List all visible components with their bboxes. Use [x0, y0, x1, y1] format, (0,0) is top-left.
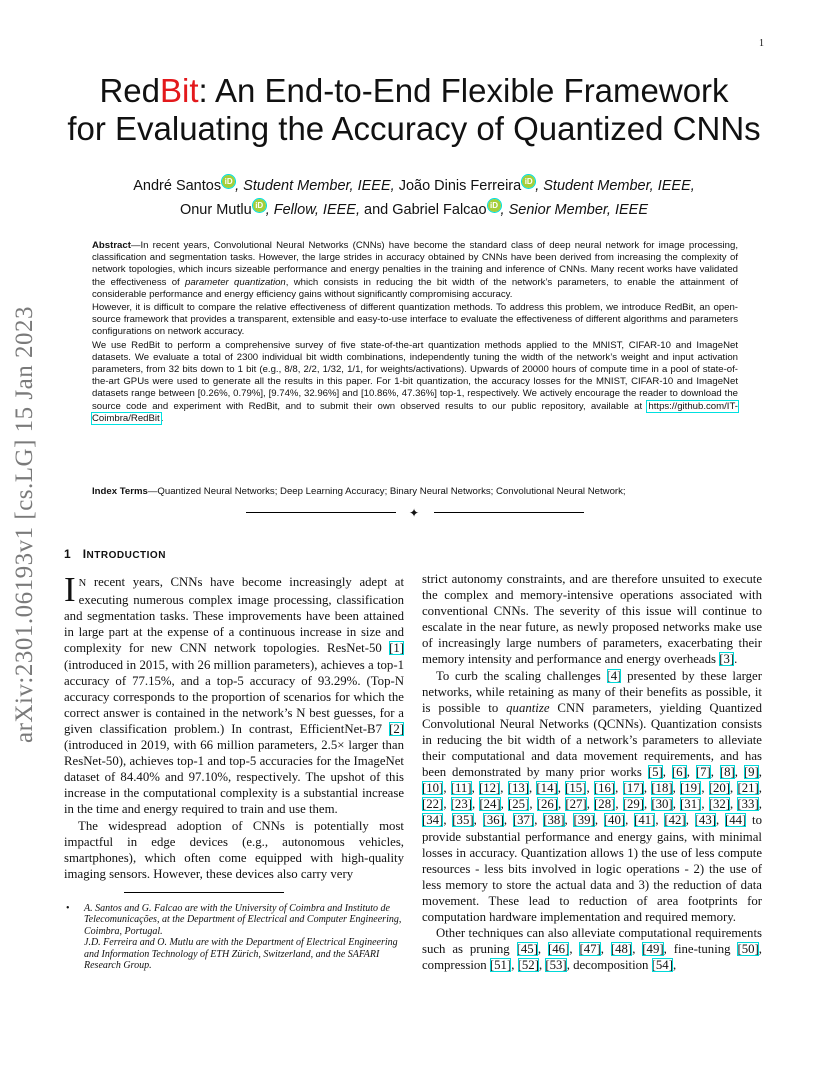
citation-link[interactable]: [7]	[695, 765, 711, 780]
citation-link[interactable]: [45]	[516, 942, 538, 957]
index-terms-text: —Quantized Neural Networks; Deep Learning Accuracy; Binary Neural Networks; Convolutional Neural Network;	[147, 486, 626, 497]
citation-link[interactable]: [37]	[512, 813, 535, 828]
author-list	[60, 174, 768, 222]
citation-link[interactable]: [51]	[489, 958, 512, 973]
body-text: To curb the scaling challenges	[436, 668, 607, 683]
footnote-rule	[124, 892, 284, 893]
citation-link[interactable]: [28]	[594, 797, 616, 812]
author-role: , Fellow, IEEE,	[265, 202, 360, 218]
citation-link[interactable]: [43]	[694, 813, 716, 828]
citation-link[interactable]: [1]	[389, 641, 404, 656]
body-text: Other techniques can also alleviate computational requirements such as pruning	[422, 926, 762, 957]
citation-link[interactable]: [15]	[565, 781, 587, 796]
body-text: CNN parameters, yielding Quantized Convolutional Neural Networks (QCNNs). Quantization consists in reducing the bit width of a network’s parameters to alleviate their computational and data movement requirements, and has been demonstrated by many prior works	[422, 700, 762, 780]
citation-link[interactable]: [50]	[737, 942, 759, 957]
orcid-icon[interactable]: iD	[253, 199, 266, 212]
citation-link[interactable]: [46]	[548, 942, 570, 957]
citation-link[interactable]: [5]	[647, 765, 663, 780]
divider-line-right	[434, 512, 584, 513]
citation-link[interactable]: [21]	[737, 781, 759, 796]
arxiv-identifier: arXiv:2301.06193v1 [cs.LG] 15 Jan 2023	[11, 306, 38, 744]
citation-link[interactable]: [20]	[708, 781, 731, 796]
citation-link[interactable]: [38]	[543, 813, 565, 828]
citation-link[interactable]: [44]	[724, 813, 747, 828]
citation-link[interactable]: [27]	[565, 797, 587, 812]
author-santos: André Santos	[133, 178, 222, 194]
author-ferreira: João Dinis Ferreira	[394, 178, 522, 194]
citation-link[interactable]: [3]	[719, 652, 735, 667]
title-red: Red	[99, 72, 160, 109]
citation-link[interactable]: [12]	[478, 781, 501, 796]
abstract	[92, 240, 738, 426]
citation-link[interactable]: [23]	[450, 797, 472, 812]
title-rest: : An End-to-End Flexible Framework	[198, 72, 729, 109]
citation-link[interactable]: [4]	[606, 668, 622, 683]
citation-link[interactable]: [54]	[651, 958, 673, 973]
footnote	[64, 903, 404, 972]
footnote-affiliation-2: J.D. Ferreira and O. Mutlu are with the Department of Electrical Engineering and Information Technology of ETH Zürich, Switzerland, and the SAFARI Research Group.	[84, 937, 398, 972]
citation-link[interactable]: [53]	[545, 958, 567, 973]
section-title-initial: I	[82, 547, 87, 561]
citation-link[interactable]: [8]	[719, 765, 735, 780]
footnote-affiliation-1: A. Santos and G. Falcao are with the University of Coimbra and Instituto de Telecomunicações, at the Department of Electrical and Computer Engineering, Coimbra, Portugal.	[84, 902, 402, 937]
citation-link[interactable]: [10]	[422, 781, 444, 796]
title-line2: for Evaluating the Accuracy of Quantized CNNs	[67, 110, 761, 147]
citation-link[interactable]: [33]	[737, 797, 759, 812]
abstract-text: , which consists in reducing the bit width of the network’s parameters, to enable the attainment of considerable performance and energy efficiency gains without significantly compromising accuracy.	[92, 276, 738, 300]
body-text: to provide substantial performance and energy gains, with minimal losses in accuracy. Quantization allows 1) the use of less compute resources - less bits involved in logic operations - 2) the use of less memory to store the actual data and 3) the reduction of data movement. These lead to reduction of area footprints for computation hardware implementation and required memory.	[422, 813, 763, 924]
body-emphasis: quantize	[506, 700, 550, 715]
orcid-icon[interactable]: iD	[222, 175, 235, 188]
citation-link[interactable]: [42]	[664, 813, 686, 828]
body-text: .	[734, 652, 738, 667]
citation-group: [5], [6], [7], [8], [9], [10], [11], [12], [13], [14], [15], [16], [17], [18], [19], [20], [21], [22], [23], [24], [25], [26], [27], [28], [29], [30], [31], [32], [33], [34], [35], [36], [37], [38], [39], [40], [41], [42], [43], [44]	[422, 765, 762, 828]
author-role: , Senior Member, IEEE	[500, 202, 649, 218]
intro-paragraph-5	[422, 925, 762, 973]
section-heading	[64, 546, 404, 564]
citation-link[interactable]: [49]	[642, 942, 664, 957]
citation-link[interactable]: [40]	[603, 813, 626, 828]
author-role: , Student Member, IEEE,	[235, 178, 395, 194]
citation-group: [51], [52], [53]	[489, 958, 567, 973]
citation-link[interactable]: [11]	[450, 781, 472, 796]
citation-link[interactable]: [52]	[517, 958, 539, 973]
intro-paragraph-3	[422, 571, 762, 668]
left-column	[64, 546, 404, 972]
citation-link[interactable]: [36]	[482, 813, 504, 828]
citation-link[interactable]: [24]	[479, 797, 501, 812]
citation-link[interactable]: [32]	[708, 797, 731, 812]
body-text: , fine-tuning	[663, 942, 738, 957]
body-text: recent years, CNNs have become increasingly adept at executing numerous complex image processing, classification and segmentation tasks. These improvements have been attained in large part at the expense of a continuous increase in size and complexity for new CNN network topologies. ResNet-50	[64, 575, 404, 656]
citation-link[interactable]: [2]	[389, 721, 404, 736]
body-text: , compression	[422, 942, 762, 973]
title-bit: Bit	[159, 72, 199, 109]
right-column	[422, 571, 762, 973]
citation-link[interactable]: [6]	[671, 765, 687, 780]
footnote-bullet: •	[66, 902, 70, 914]
paper-title	[60, 72, 768, 148]
citation-link[interactable]: [26]	[536, 797, 559, 812]
abstract-text: We use RedBit to perform a comprehensive survey of five state-of-the-art quantization methods applied to the MNIST, CIFAR-10 and ImageNet datasets. We evaluate a total of 2300 individual bit width combinations, independently tuning the width of the network’s weight and input activation parameters, from 32 bits down to 1 bit (e.g., 8/8, 2/2, 1/32, 1/1, for weights/activations). Upwards of 20000 hours of compute time in a pool of state-of-the-art GPUs were used to generate all the results in this paper. For 1-bit quantization, the accuracy losses for the MNIST, CIFAR-10 and ImageNet datasets range between [0.26%, 0.79%], [9.74%, 32.96%] and [10.86%, 47.36%] top-1, respectively. We actively encourage the reader to download the source code and experiment with RedBit, and to submit their own observed results to our public repository, available at	[92, 339, 738, 412]
body-text: ,	[672, 958, 677, 973]
intro-paragraph-1	[64, 570, 404, 817]
index-terms	[92, 486, 738, 498]
author-role: , Student Member, IEEE,	[535, 178, 695, 194]
citation-link[interactable]: [22]	[422, 797, 444, 812]
orcid-icon[interactable]: iD	[488, 199, 501, 212]
section-number: 1	[64, 547, 72, 561]
citation-link[interactable]: [34]	[422, 813, 444, 828]
citation-link[interactable]: [19]	[680, 781, 702, 796]
citation-link[interactable]: [14]	[536, 781, 558, 796]
intro-paragraph-2: The widespread adoption of CNNs is potentially most impactful in edge devices (e.g., autonomous vehicles, smartphones), which often come equipped with high-quality imaging sensors. However, these devices also carry very	[64, 818, 404, 881]
author-falcao: and Gabriel Falcao	[360, 202, 487, 218]
first-word: N	[78, 578, 87, 590]
body-text: , decomposition	[566, 958, 652, 973]
citation-link[interactable]: [18]	[651, 781, 673, 796]
abstract-paragraph-1	[92, 240, 738, 301]
abstract-paragraph-2: However, it is difficult to compare the relative effectiveness of different quantization methods. To address this problem, we introduce RedBit, an open-source framework that provides a transparent, extensible and easy-to-use interface to evaluate the effectiveness of different algorithms and parameters configurations on network accuracy.	[92, 302, 738, 338]
abstract-text: —In recent years, Convolutional Neural Networks (CNNs) have become the standard class of deep neural network for image processing, classification and segmentation tasks. However, the large strides in accuracy obtained by CNNs have been derived from increasing the complexity of network topologies, which incurs sizeable performance and energy penalties in the training and inference of CNNs. Many recent works have validated the effectiveness of	[92, 240, 738, 288]
dropcap: I	[64, 570, 76, 610]
index-terms-label: Index Terms	[92, 486, 148, 497]
citation-link[interactable]: [30]	[651, 797, 673, 812]
divider-diamond-icon: ✦	[409, 506, 420, 520]
page-number: 1	[759, 38, 764, 49]
citation-link[interactable]: [17]	[622, 781, 644, 796]
citation-link[interactable]: [13]	[507, 781, 530, 796]
citation-link[interactable]: [29]	[622, 797, 645, 812]
abstract-label: Abstract	[92, 240, 131, 251]
citation-link[interactable]: [16]	[593, 781, 616, 796]
citation-link[interactable]: [39]	[573, 813, 595, 828]
citation-link[interactable]: [47]	[579, 942, 601, 957]
repository-link[interactable]: https://github.com/IT-Coimbra/RedBit	[92, 400, 738, 424]
citation-link[interactable]: [41]	[634, 813, 656, 828]
abstract-text: .	[160, 412, 164, 424]
body-text: (introduced in 2015, with 26 million parameters), achieves a top-1 accuracy of 77.15%, and a top-5 accuracy of 93.29%. (Top-N accuracy corresponds to the proportion of scenarios for which the correct answer is contained in the network’s N best guesses, for a given classification problem.) In contrast, EfficientNet-B7	[64, 657, 404, 736]
body-text: presented by these larger networks, while retaining as many of their benefits as possible, it is possible to	[422, 668, 762, 715]
section-divider	[246, 506, 584, 520]
body-text: (introduced in 2019, with 66 million parameters, 2.5× larger than ResNet-50), achieves top-1 and top-5 accuracies for the ImageNet dataset of 84.40% and 97.10%, respectively. The upshot of this increase in the computational complexity is a substantial increase in the time and energy required to train and use them.	[64, 738, 404, 817]
citation-link[interactable]: [9]	[743, 765, 759, 780]
citation-link[interactable]: [25]	[508, 797, 530, 812]
author-mutlu: Onur Mutlu	[179, 202, 252, 218]
citation-link[interactable]: [31]	[680, 797, 702, 812]
section-title-rest: NTRODUCTION	[86, 550, 166, 561]
abstract-emphasis: parameter quantization	[185, 276, 286, 288]
citation-group: [45], [46], [47], [48], [49]	[516, 942, 664, 957]
body-text: strict autonomy constraints, and are therefore unsuited to execute the complex and memory-intensive operations associated with conventional CNNs. The severity of this issue will continue to escalate in the near future, as newly proposed networks make use of increasingly large numbers of parameters, exacerbating their memory intensity and performance and energy overheads	[422, 572, 762, 667]
orcid-icon[interactable]: iD	[522, 175, 535, 188]
abstract-paragraph-3	[92, 340, 738, 425]
citation-link[interactable]: [35]	[452, 813, 474, 828]
citation-link[interactable]: [48]	[610, 942, 633, 957]
intro-paragraph-4	[422, 668, 762, 926]
divider-line-left	[246, 512, 396, 513]
